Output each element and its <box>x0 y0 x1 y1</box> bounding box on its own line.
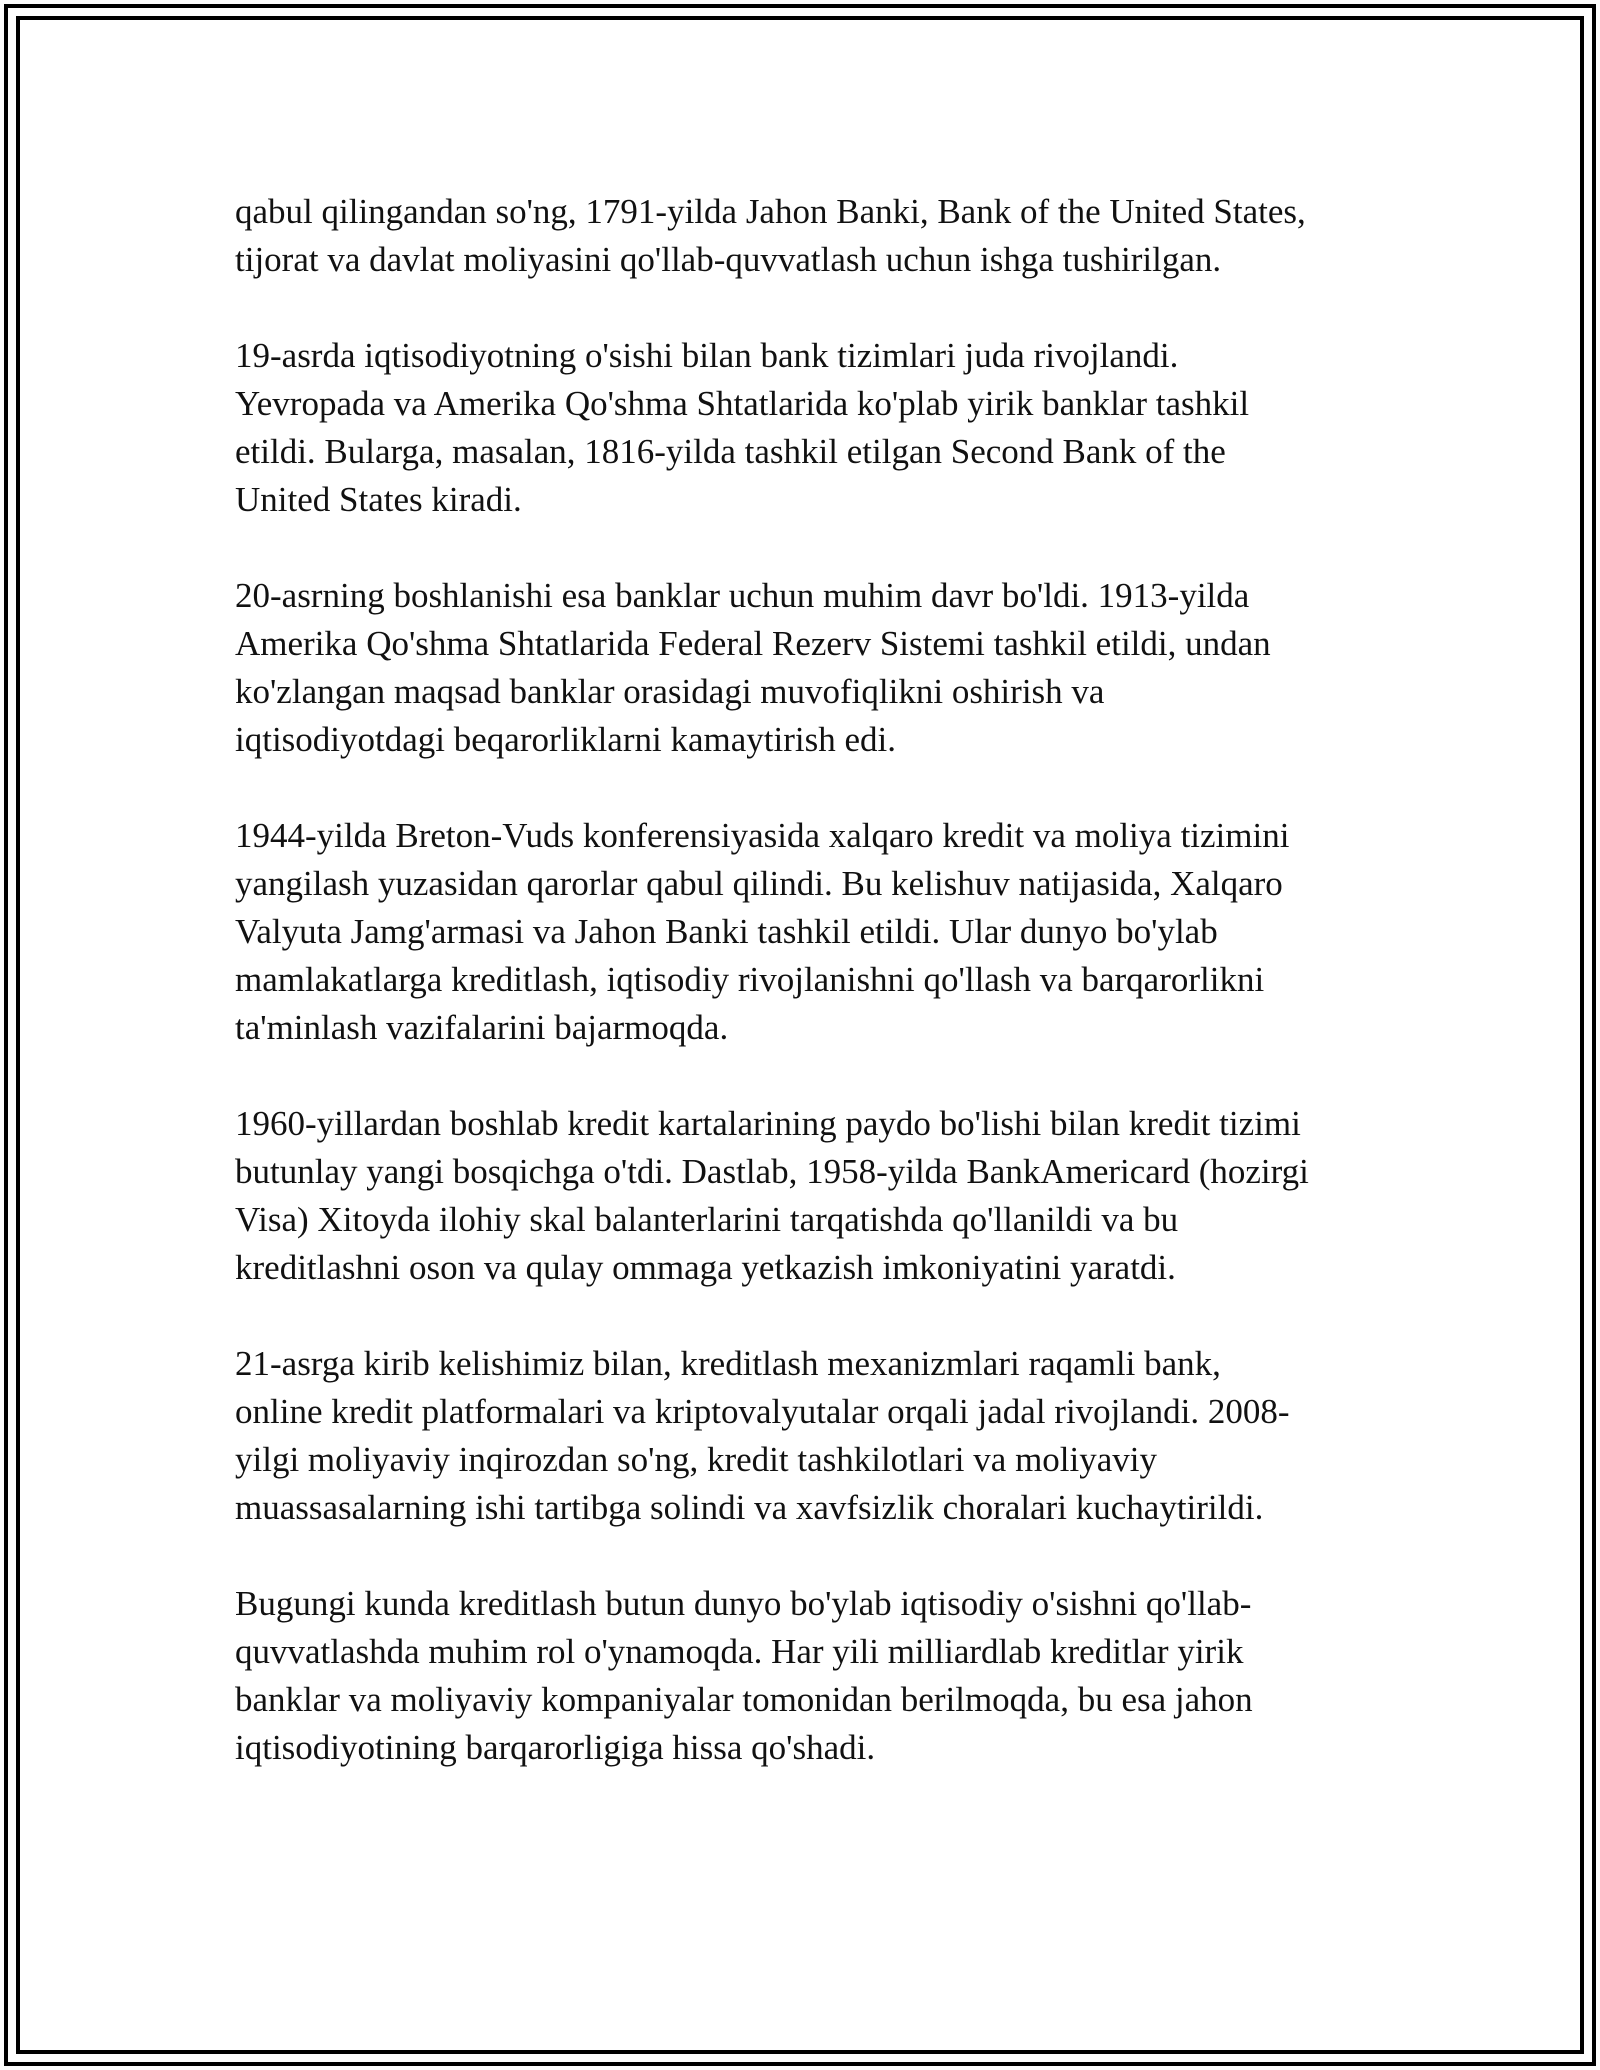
text-line: yilgi moliyaviy inqirozdan so'ng, kredit tashkilotlari va moliyaviy <box>235 1440 1157 1479</box>
paragraph-1 <box>235 188 1375 284</box>
text-line: United States kiradi. <box>235 480 522 519</box>
text-line: Valyuta Jamg'armasi va Jahon Banki tashkil etildi. Ular dunyo bo'ylab <box>235 912 1218 951</box>
text-line: qabul qilingandan so'ng, 1791-yilda Jahon Banki, Bank of the United States, <box>235 192 1306 231</box>
text-line: quvvatlashda muhim rol o'ynamoqda. Har yili milliardlab kreditlar yirik <box>235 1632 1244 1671</box>
text-line: 1944-yilda Breton-Vuds konferensiyasida xalqaro kredit va moliya tizimini <box>235 816 1290 855</box>
text-line: Bugungi kunda kreditlash butun dunyo bo'ylab iqtisodiy o'sishni qo'llab- <box>235 1584 1252 1623</box>
text-line: ko'zlangan maqsad banklar orasidagi muvofiqlikni oshirish va <box>235 672 1105 711</box>
text-line: muassasalarning ishi tartibga solindi va xavfsizlik choralari kuchaytirildi. <box>235 1488 1264 1527</box>
paragraph-4 <box>235 812 1375 1052</box>
text-line: 21-asrga kirib kelishimiz bilan, kreditlash mexanizmlari raqamli bank, <box>235 1344 1221 1383</box>
text-line: 20-asrning boshlanishi esa banklar uchun muhim davr bo'ldi. 1913-yilda <box>235 576 1250 615</box>
paragraph-5 <box>235 1100 1375 1292</box>
paragraph-6 <box>235 1340 1375 1532</box>
paragraph-2 <box>235 332 1375 524</box>
text-line: Visa) Xitoyda ilohiy skal balanterlarini tarqatishda qo'llanildi va bu <box>235 1200 1179 1239</box>
paragraph-3 <box>235 572 1375 764</box>
text-line: iqtisodiyotining barqarorligiga hissa qo'shadi. <box>235 1728 876 1767</box>
text-line: kreditlashni oson va qulay ommaga yetkazish imkoniyatini yaratdi. <box>235 1248 1176 1287</box>
text-line: online kredit platformalari va kriptovalyutalar orqali jadal rivojlandi. 2008- <box>235 1392 1290 1431</box>
text-line: iqtisodiyotdagi beqarorliklarni kamaytirish edi. <box>235 720 896 759</box>
paragraph-7 <box>235 1580 1375 1772</box>
text-line: etildi. Bularga, masalan, 1816-yilda tashkil etilgan Second Bank of the <box>235 432 1226 471</box>
text-line: 19-asrda iqtisodiyotning o'sishi bilan bank tizimlari juda rivojlandi. <box>235 336 1179 375</box>
text-line: tijorat va davlat moliyasini qo'llab-quvvatlash uchun ishga tushirilgan. <box>235 240 1222 279</box>
text-line: Yevropada va Amerika Qo'shma Shtatlarida ko'plab yirik banklar tashkil <box>235 384 1250 423</box>
text-line: ta'minlash vazifalarini bajarmoqda. <box>235 1008 729 1047</box>
text-line: butunlay yangi bosqichga o'tdi. Dastlab, 1958-yilda BankAmericard (hozirgi <box>235 1152 1309 1191</box>
text-line: banklar va moliyaviy kompaniyalar tomonidan berilmoqda, bu esa jahon <box>235 1680 1253 1719</box>
document-body <box>235 188 1375 1820</box>
text-line: yangilash yuzasidan qarorlar qabul qilindi. Bu kelishuv natijasida, Xalqaro <box>235 864 1283 903</box>
text-line: mamlakatlarga kreditlash, iqtisodiy rivojlanishni qo'llash va barqarorlikni <box>235 960 1265 999</box>
text-line: Amerika Qo'shma Shtatlarida Federal Rezerv Sistemi tashkil etildi, undan <box>235 624 1271 663</box>
text-line: 1960-yillardan boshlab kredit kartalarining paydo bo'lishi bilan kredit tizimi <box>235 1104 1301 1143</box>
